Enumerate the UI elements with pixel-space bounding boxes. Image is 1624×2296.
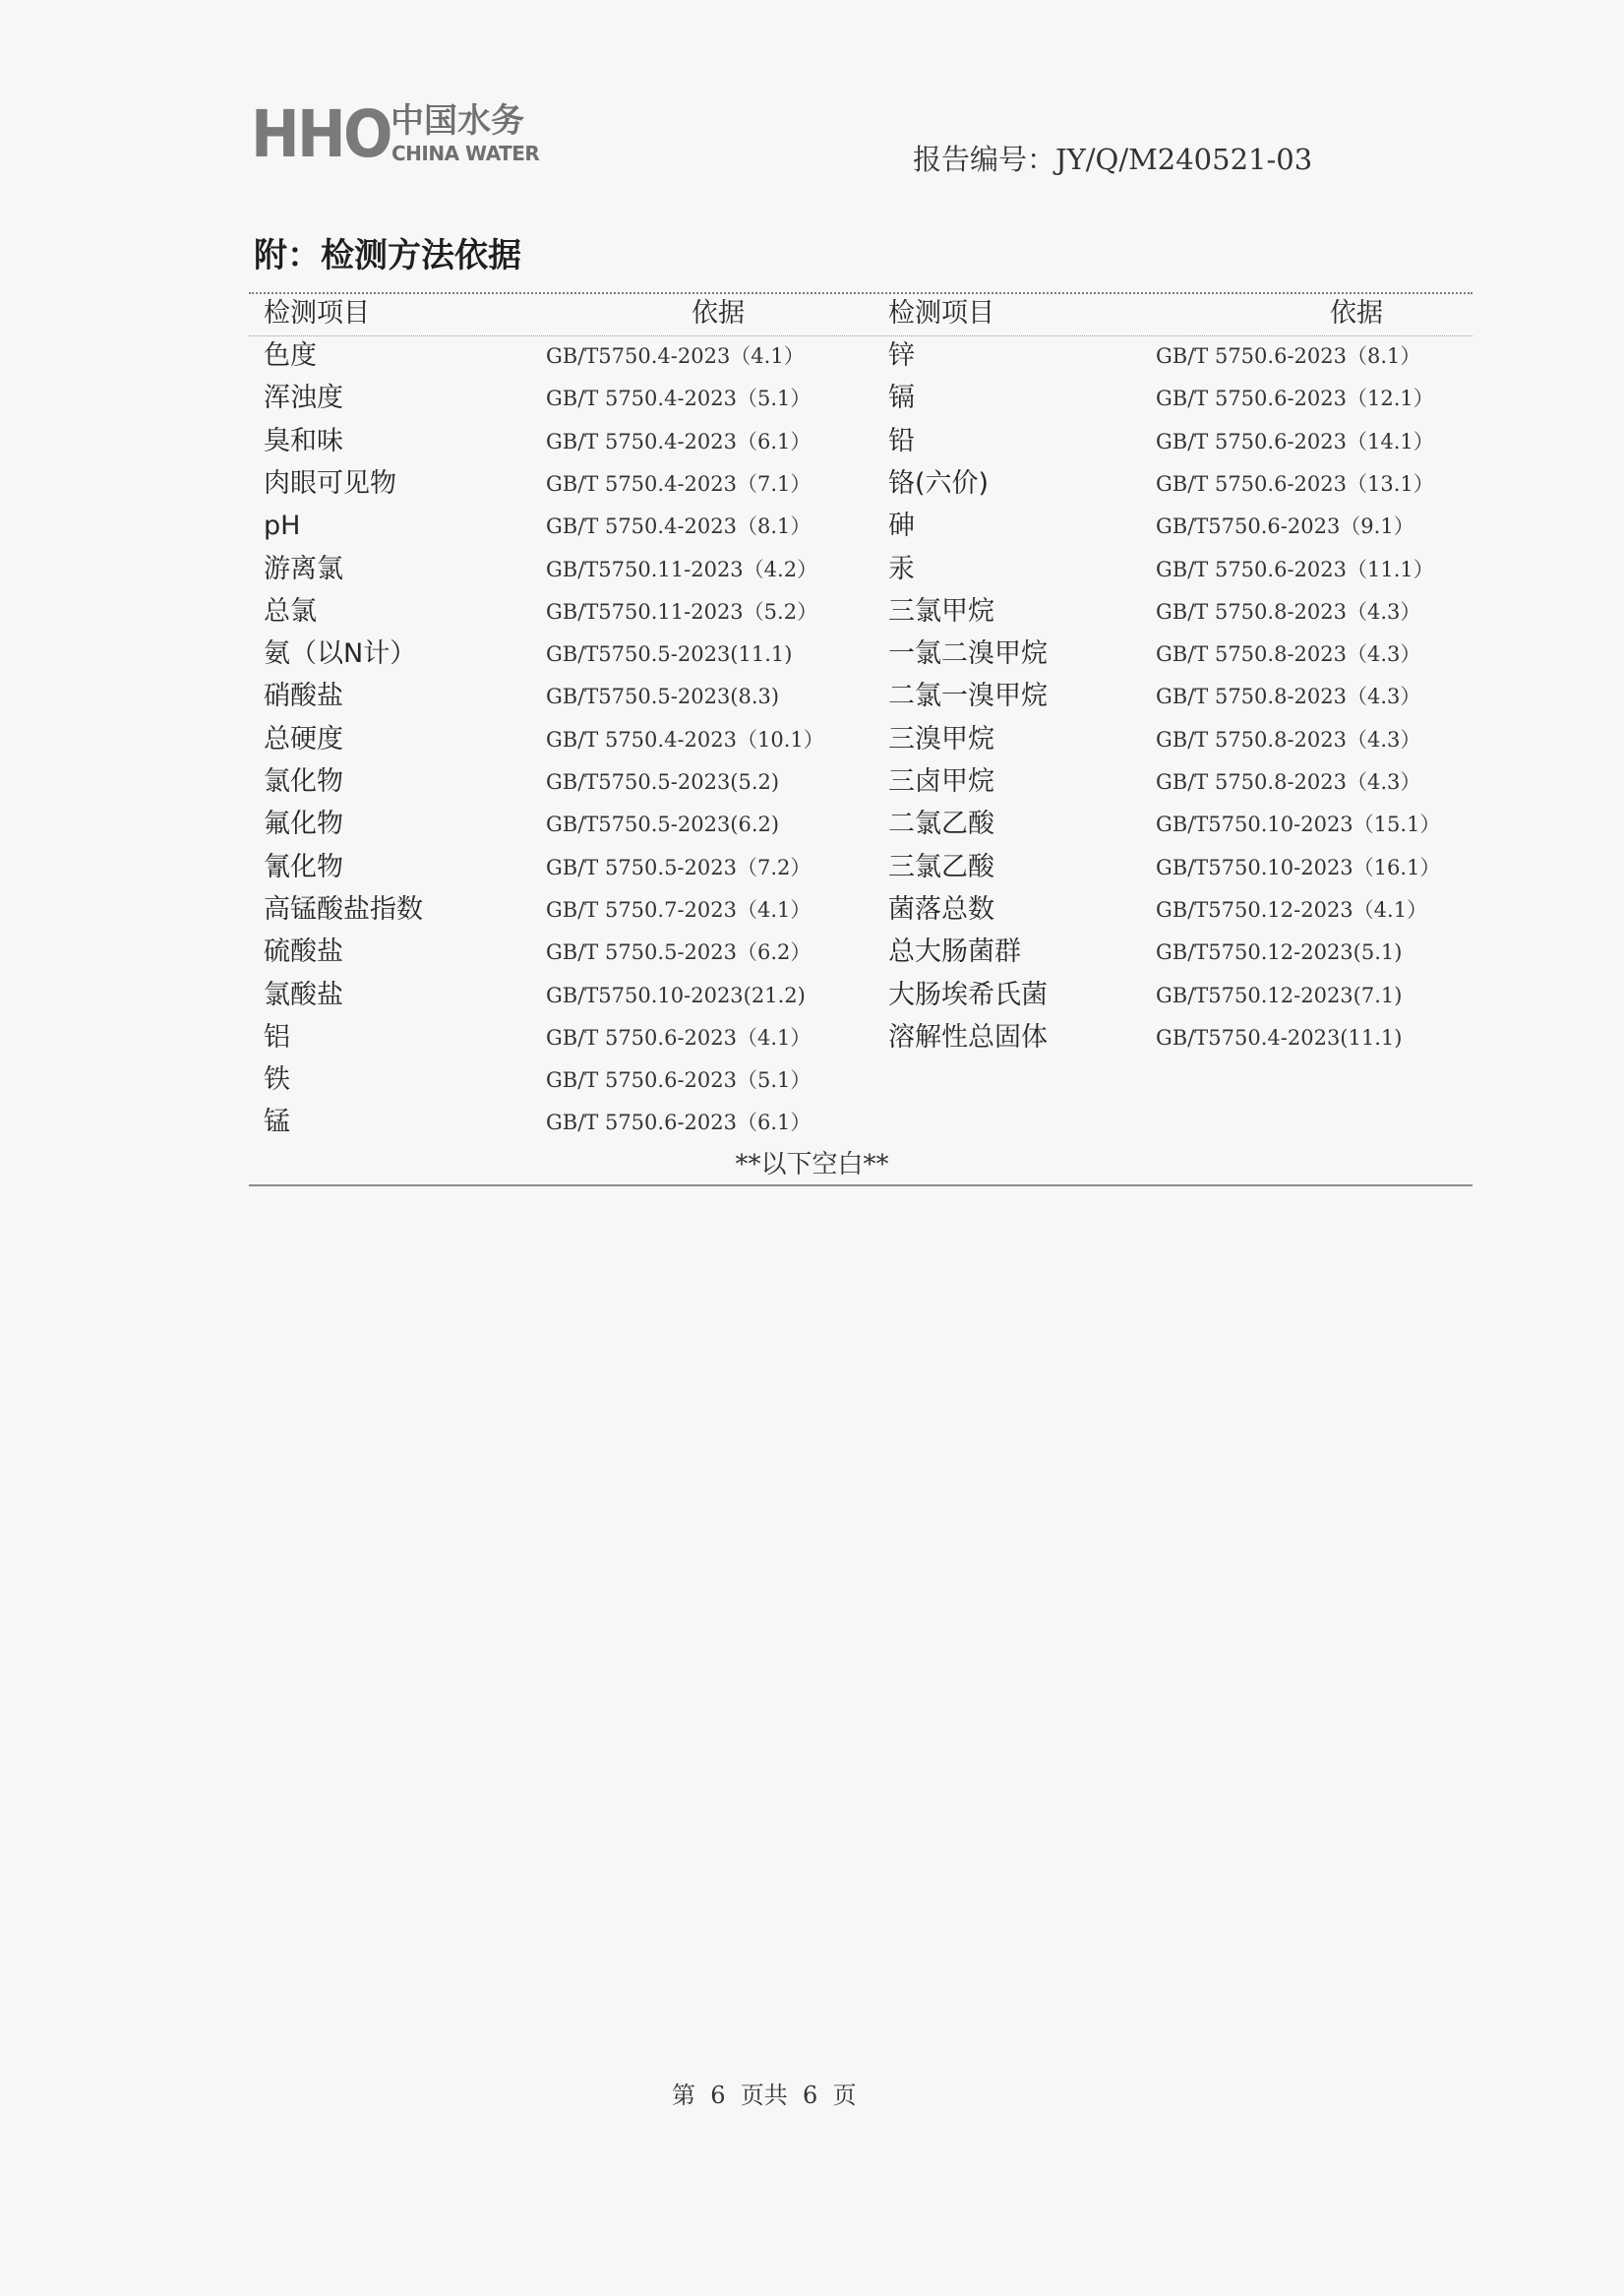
method-standard-right: GB/T 5750.8-2023（4.3） bbox=[1156, 642, 1421, 666]
test-item-right: 二氯乙酸 bbox=[888, 809, 994, 839]
page-title: 附：检测方法依据 bbox=[254, 236, 521, 275]
test-item-left: 浑浊度 bbox=[264, 383, 343, 413]
method-standard-left: GB/T 5750.4-2023（5.1） bbox=[546, 387, 812, 410]
method-standard-right: GB/T 5750.6-2023（13.1） bbox=[1156, 472, 1434, 496]
table-top-rule bbox=[249, 292, 1473, 294]
method-standard-left: GB/T5750.5-2023(11.1) bbox=[546, 642, 793, 666]
column-header-basis-right: 依据 bbox=[1330, 298, 1383, 329]
method-standard-left: GB/T5750.10-2023(21.2) bbox=[546, 984, 806, 1007]
method-standard-left: GB/T 5750.6-2023（4.1） bbox=[546, 1026, 812, 1050]
logo-chinese-name: 中国水务 bbox=[391, 101, 524, 141]
report-number: 报告编号：JY/Q/M240521-03 bbox=[913, 143, 1313, 176]
test-item-left: 硫酸盐 bbox=[264, 937, 343, 967]
test-item-left: 色度 bbox=[264, 340, 317, 371]
method-standard-left: GB/T5750.4-2023（4.1） bbox=[546, 344, 805, 368]
test-item-left: 氰化物 bbox=[264, 852, 343, 882]
method-standard-right: GB/T 5750.8-2023（4.3） bbox=[1156, 770, 1421, 794]
test-item-left: 臭和味 bbox=[264, 426, 343, 456]
method-standard-left: GB/T5750.5-2023(8.3) bbox=[546, 685, 780, 708]
test-item-left: 总氯 bbox=[264, 596, 317, 627]
test-item-left: 锰 bbox=[264, 1107, 290, 1137]
test-item-left: 氯化物 bbox=[264, 766, 343, 797]
method-standard-left: GB/T 5750.6-2023（6.1） bbox=[546, 1111, 812, 1134]
method-standard-left: GB/T 5750.5-2023（6.2） bbox=[546, 940, 812, 964]
method-standard-left: GB/T 5750.4-2023（7.1） bbox=[546, 472, 812, 496]
test-item-right: 大肠埃希氏菌 bbox=[888, 980, 1048, 1010]
method-standard-left: GB/T 5750.6-2023（5.1） bbox=[546, 1068, 812, 1092]
method-standard-left: GB/T5750.5-2023(6.2) bbox=[546, 813, 780, 836]
test-item-right: 铬(六价) bbox=[888, 468, 990, 499]
test-item-left: 氟化物 bbox=[264, 809, 343, 839]
test-item-right: 三氯乙酸 bbox=[888, 852, 994, 882]
test-item-right: 三卤甲烷 bbox=[888, 766, 994, 797]
test-item-right: 三氯甲烷 bbox=[888, 596, 994, 627]
method-standard-right: GB/T5750.12-2023(5.1) bbox=[1156, 940, 1403, 964]
method-standard-right: GB/T 5750.6-2023（12.1） bbox=[1156, 387, 1434, 410]
method-standard-left: GB/T 5750.4-2023（10.1） bbox=[546, 728, 824, 752]
page-number: 第 6 页共 6 页 bbox=[672, 2082, 857, 2109]
column-header-basis-left: 依据 bbox=[692, 298, 745, 329]
method-standard-right: GB/T5750.6-2023（9.1） bbox=[1156, 514, 1414, 538]
test-item-right: 镉 bbox=[888, 383, 915, 413]
method-standard-right: GB/T 5750.8-2023（4.3） bbox=[1156, 685, 1421, 708]
method-standard-right: GB/T5750.10-2023（15.1） bbox=[1156, 813, 1441, 836]
logo-english-name: CHINA WATER bbox=[391, 142, 540, 165]
company-logo bbox=[251, 98, 546, 172]
test-item-right: 溶解性总固体 bbox=[888, 1022, 1048, 1053]
method-standard-left: GB/T 5750.4-2023（8.1） bbox=[546, 514, 812, 538]
method-standard-left: GB/T5750.11-2023（4.2） bbox=[546, 558, 818, 581]
test-item-left: 总硬度 bbox=[264, 724, 343, 755]
table-bottom-rule bbox=[249, 1184, 1473, 1186]
method-standard-right: GB/T5750.12-2023(7.1) bbox=[1156, 984, 1403, 1007]
column-header-item-left: 检测项目 bbox=[264, 298, 370, 329]
method-standard-right: GB/T5750.4-2023(11.1) bbox=[1156, 1026, 1403, 1050]
test-item-right: 锌 bbox=[888, 340, 915, 371]
test-item-left: 氨（以N计） bbox=[264, 638, 417, 669]
test-item-left: 游离氯 bbox=[264, 554, 343, 584]
blank-below-note: **以下空白** bbox=[735, 1150, 889, 1179]
test-item-left: 硝酸盐 bbox=[264, 681, 343, 711]
method-standard-right: GB/T 5750.6-2023（14.1） bbox=[1156, 430, 1434, 453]
table-header-rule bbox=[249, 335, 1473, 336]
test-item-left: 铝 bbox=[264, 1022, 290, 1053]
method-standard-right: GB/T5750.10-2023（16.1） bbox=[1156, 856, 1441, 879]
column-header-item-right: 检测项目 bbox=[888, 298, 994, 329]
test-item-left: pH bbox=[264, 511, 301, 541]
test-item-left: 铁 bbox=[264, 1064, 290, 1095]
test-item-right: 总大肠菌群 bbox=[888, 937, 1021, 967]
test-item-right: 二氯一溴甲烷 bbox=[888, 681, 1048, 711]
method-standard-right: GB/T 5750.8-2023（4.3） bbox=[1156, 728, 1421, 752]
method-standard-right: GB/T 5750.8-2023（4.3） bbox=[1156, 600, 1421, 624]
method-standard-right: GB/T 5750.6-2023（11.1） bbox=[1156, 558, 1434, 581]
method-standard-left: GB/T5750.5-2023(5.2) bbox=[546, 770, 780, 794]
method-standard-left: GB/T 5750.5-2023（7.2） bbox=[546, 856, 812, 879]
method-standard-left: GB/T5750.11-2023（5.2） bbox=[546, 600, 818, 624]
test-item-left: 氯酸盐 bbox=[264, 980, 343, 1010]
method-standard-left: GB/T 5750.4-2023（6.1） bbox=[546, 430, 812, 453]
test-item-right: 砷 bbox=[888, 511, 915, 541]
method-standard-right: GB/T5750.12-2023（4.1） bbox=[1156, 898, 1428, 922]
method-standard-right: GB/T 5750.6-2023（8.1） bbox=[1156, 344, 1421, 368]
test-item-right: 三溴甲烷 bbox=[888, 724, 994, 755]
method-standard-left: GB/T 5750.7-2023（4.1） bbox=[546, 898, 812, 922]
logo-mark: HHO bbox=[251, 96, 391, 172]
test-item-right: 铅 bbox=[888, 426, 915, 456]
test-item-right: 汞 bbox=[888, 554, 915, 584]
test-item-left: 肉眼可见物 bbox=[264, 468, 396, 499]
test-item-left: 高锰酸盐指数 bbox=[264, 894, 423, 925]
test-item-right: 一氯二溴甲烷 bbox=[888, 638, 1048, 669]
test-item-right: 菌落总数 bbox=[888, 894, 994, 925]
